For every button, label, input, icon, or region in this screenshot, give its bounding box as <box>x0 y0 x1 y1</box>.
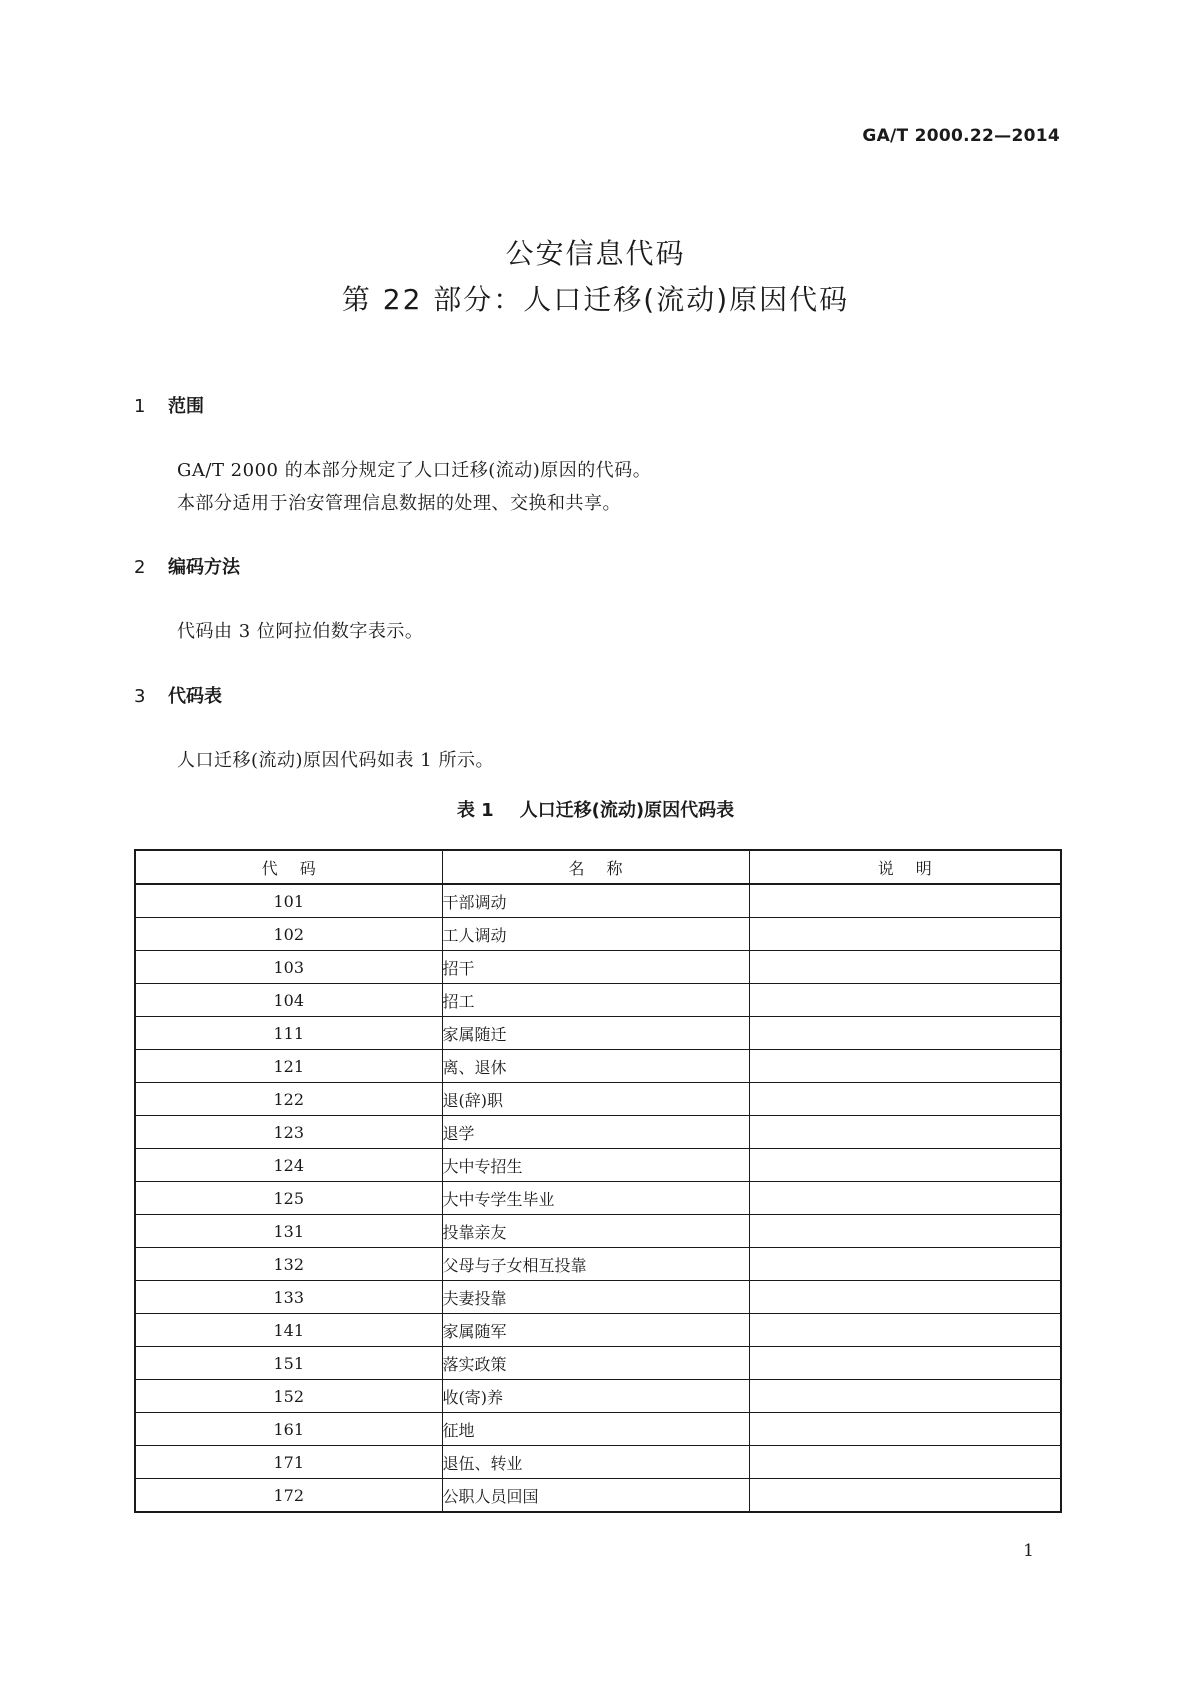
note-cell <box>749 884 1061 918</box>
table-row <box>135 884 1061 918</box>
code-table <box>134 849 1062 1513</box>
note-cell <box>749 1116 1061 1149</box>
table-caption-text: 人口迁移(流动)原因代码表 <box>519 800 735 821</box>
table-row <box>135 1479 1061 1513</box>
table-row <box>135 918 1061 951</box>
note-cell <box>749 984 1061 1017</box>
note-cell <box>749 1017 1061 1050</box>
code-cell: 121 <box>135 1050 442 1083</box>
name-cell: 退伍、转业 <box>442 1446 749 1479</box>
code-cell: 124 <box>135 1149 442 1182</box>
code-cell: 133 <box>135 1281 442 1314</box>
column-header-note: 说明 <box>749 850 1061 884</box>
section-number: 3 <box>134 686 146 707</box>
page-number: 1 <box>1023 1541 1034 1561</box>
code-cell: 104 <box>135 984 442 1017</box>
standard-code: GA/T 2000.22—2014 <box>862 126 1060 146</box>
code-cell: 152 <box>135 1380 442 1413</box>
table-row <box>135 1215 1061 1248</box>
note-cell <box>749 1149 1061 1182</box>
note-cell <box>749 1380 1061 1413</box>
table-row <box>135 1347 1061 1380</box>
name-cell: 征地 <box>442 1413 749 1446</box>
table-row <box>135 951 1061 984</box>
table-row <box>135 984 1061 1017</box>
code-cell: 132 <box>135 1248 442 1281</box>
column-header-name: 名称 <box>442 850 749 884</box>
name-cell: 公职人员回国 <box>442 1479 749 1513</box>
code-cell: 103 <box>135 951 442 984</box>
note-cell <box>749 1050 1061 1083</box>
code-cell: 122 <box>135 1083 442 1116</box>
table-row <box>135 1182 1061 1215</box>
note-cell <box>749 1347 1061 1380</box>
name-cell: 夫妻投靠 <box>442 1281 749 1314</box>
name-cell: 招干 <box>442 951 749 984</box>
section-title: 代码表 <box>168 686 222 707</box>
code-cell: 102 <box>135 918 442 951</box>
name-cell: 收(寄)养 <box>442 1380 749 1413</box>
name-cell: 退学 <box>442 1116 749 1149</box>
table-row <box>135 1017 1061 1050</box>
code-cell: 111 <box>135 1017 442 1050</box>
section-heading-code-table <box>134 682 222 708</box>
table-body <box>135 884 1061 1512</box>
table-row <box>135 1413 1061 1446</box>
table-row <box>135 1116 1061 1149</box>
note-cell <box>749 1215 1061 1248</box>
name-cell: 家属随军 <box>442 1314 749 1347</box>
note-cell <box>749 1281 1061 1314</box>
name-cell: 工人调动 <box>442 918 749 951</box>
document-subtitle: 第 22 部分：人口迁移(流动)原因代码 <box>341 283 850 316</box>
name-cell: 离、退休 <box>442 1050 749 1083</box>
code-cell: 161 <box>135 1413 442 1446</box>
name-cell: 大中专招生 <box>442 1149 749 1182</box>
table-row <box>135 1380 1061 1413</box>
section-heading-scope <box>134 392 204 418</box>
name-cell: 大中专学生毕业 <box>442 1182 749 1215</box>
section-title: 范围 <box>168 396 204 417</box>
table-row <box>135 1050 1061 1083</box>
name-cell: 干部调动 <box>442 884 749 918</box>
paragraph: 人口迁移(流动)原因代码如表 1 所示。 <box>177 750 494 771</box>
note-cell <box>749 1083 1061 1116</box>
table-row <box>135 1248 1061 1281</box>
note-cell <box>749 918 1061 951</box>
column-header-code: 代码 <box>135 850 442 884</box>
paragraph: GA/T 2000 的本部分规定了人口迁移(流动)原因的代码。 <box>177 460 652 481</box>
section-heading-encoding <box>134 553 240 579</box>
code-cell: 151 <box>135 1347 442 1380</box>
name-cell: 家属随迁 <box>442 1017 749 1050</box>
code-cell: 125 <box>135 1182 442 1215</box>
name-cell: 退(辞)职 <box>442 1083 749 1116</box>
code-cell: 131 <box>135 1215 442 1248</box>
name-cell: 父母与子女相互投靠 <box>442 1248 749 1281</box>
note-cell <box>749 1248 1061 1281</box>
section-title: 编码方法 <box>168 557 240 578</box>
table-row <box>135 1083 1061 1116</box>
table-row <box>135 1446 1061 1479</box>
table-row <box>135 1314 1061 1347</box>
name-cell: 招工 <box>442 984 749 1017</box>
name-cell: 投靠亲友 <box>442 1215 749 1248</box>
table-caption-label: 表 1 <box>456 800 494 821</box>
paragraph: 本部分适用于治安管理信息数据的处理、交换和共享。 <box>177 493 621 514</box>
note-cell <box>749 1446 1061 1479</box>
section-number: 2 <box>134 557 146 578</box>
name-cell: 落实政策 <box>442 1347 749 1380</box>
table-header-row <box>135 850 1061 884</box>
paragraph: 代码由 3 位阿拉伯数字表示。 <box>177 621 424 642</box>
code-cell: 171 <box>135 1446 442 1479</box>
note-cell <box>749 1314 1061 1347</box>
code-cell: 172 <box>135 1479 442 1513</box>
document-title: 公安信息代码 <box>505 237 686 270</box>
section-number: 1 <box>134 396 146 417</box>
code-cell: 101 <box>135 884 442 918</box>
code-cell: 141 <box>135 1314 442 1347</box>
note-cell <box>749 1479 1061 1513</box>
note-cell <box>749 1413 1061 1446</box>
note-cell <box>749 951 1061 984</box>
code-cell: 123 <box>135 1116 442 1149</box>
table-row <box>135 1149 1061 1182</box>
note-cell <box>749 1182 1061 1215</box>
table-caption <box>0 796 1191 822</box>
table-row <box>135 1281 1061 1314</box>
